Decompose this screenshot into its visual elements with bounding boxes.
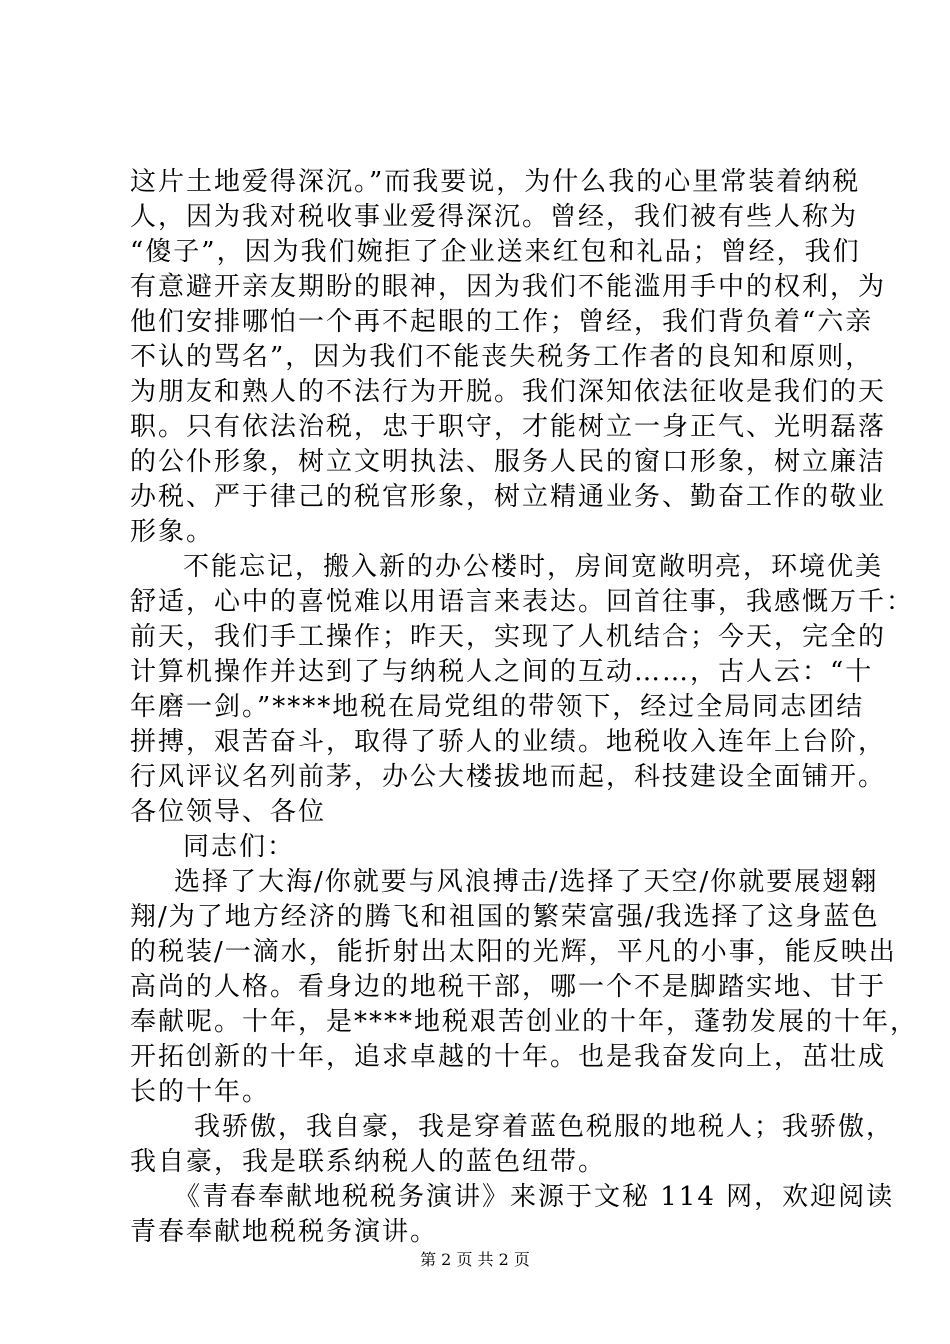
paragraph-3 — [130, 830, 840, 865]
text-line: 办税、严于律己的税官形象，树立精通业务、勤奋工作的敬业 — [130, 482, 887, 512]
text-line: 同志们： — [183, 832, 296, 862]
text-line: 不能忘记，搬入新的办公楼时，房间宽敞明亮，环境优美 — [183, 552, 884, 582]
text-line: 我自豪，我是联系纳税人的蓝色纽带。 — [130, 1147, 607, 1177]
text-line: 计算机操作并达到了与纳税人之间的互动……，古人云：“十 — [130, 657, 874, 687]
text-line: 青春奉献地税税务演讲。 — [130, 1217, 439, 1247]
text-line: 我骄傲，我自豪，我是穿着蓝色税服的地税人；我骄傲， — [194, 1112, 895, 1142]
text-line: 开拓创新的十年，追求卓越的十年。也是我奋发向上，茁壮成 — [130, 1042, 887, 1072]
paragraph-4 — [130, 865, 919, 1110]
text-line: 有意避开亲友期盼的眼神，因为我们不能滥用手中的权利，为 — [130, 272, 887, 302]
text-line: 行风评议名列前茅，办公大楼拔地而起，科技建设全面铺开。 — [130, 762, 887, 792]
text-line: 不认的骂名”，因为我们不能丧失税务工作者的良知和原则， — [130, 342, 874, 372]
document-body — [130, 165, 919, 1250]
paragraph-5 — [130, 1110, 895, 1180]
text-line: 拼搏，艰苦奋斗，取得了骄人的业绩。地税收入连年上台阶， — [130, 727, 887, 757]
paragraph-6 — [130, 1180, 895, 1250]
paragraph-1 — [130, 165, 887, 550]
text-line: 形象。 — [130, 517, 215, 547]
text-line: 职。只有依法治税，忠于职守，才能树立一身正气、光明磊落 — [130, 412, 887, 442]
text-line: 各位领导、各位 — [130, 797, 327, 827]
text-line: 选择了大海/你就要与风浪搏击/选择了天空/你就要展翅翱 — [174, 867, 879, 897]
text-line: 人，因为我对税收事业爱得深沉。曾经，我们被有些人称为 — [130, 202, 859, 232]
text-line: 这片土地爱得深沉。”而我要说，为什么我的心里常装着纳税 — [130, 167, 861, 197]
text-line: “傻子”，因为我们婉拒了企业送来红包和礼品；曾经，我们 — [130, 237, 861, 267]
text-line: 《青春奉献地税税务演讲》来源于文秘 114 网，欢迎阅读 — [174, 1182, 895, 1212]
text-line: 他们安排哪怕一个再不起眼的工作；曾经，我们背负着“六亲 — [130, 307, 874, 337]
text-line: 高尚的人格。看身边的地税干部，哪一个不是脚踏实地、甘于 — [130, 972, 887, 1002]
text-line: 的税装/一滴水，能折射出太阳的光辉，平凡的小事，能反映出 — [130, 937, 897, 967]
paragraph-2 — [130, 550, 915, 830]
text-line: 年磨一剑。”****地税在局党组的带领下，经过全局同志团结 — [130, 692, 865, 722]
text-line: 翔/为了地方经济的腾飞和祖国的繁荣富强/我选择了这身蓝色 — [130, 902, 880, 932]
text-line: 奉献呢。十年，是****地税艰苦创业的十年，蓬勃发展的十年， — [130, 1007, 919, 1037]
text-line: 前天，我们手工操作；昨天，实现了人机结合；今天，完全的 — [130, 622, 887, 652]
text-line: 的公仆形象，树立文明执法、服务人民的窗口形象，树立廉洁 — [130, 447, 887, 477]
page-number-footer: 第 2 页 共 2 页 — [420, 1250, 530, 1269]
text-line: 为朋友和熟人的不法行为开脱。我们深知依法征收是我们的天 — [130, 377, 887, 407]
text-line: 舒适，心中的喜悦难以用语言来表达。回首往事，我感慨万千： — [130, 587, 915, 617]
text-line: 长的十年。 — [130, 1077, 271, 1107]
